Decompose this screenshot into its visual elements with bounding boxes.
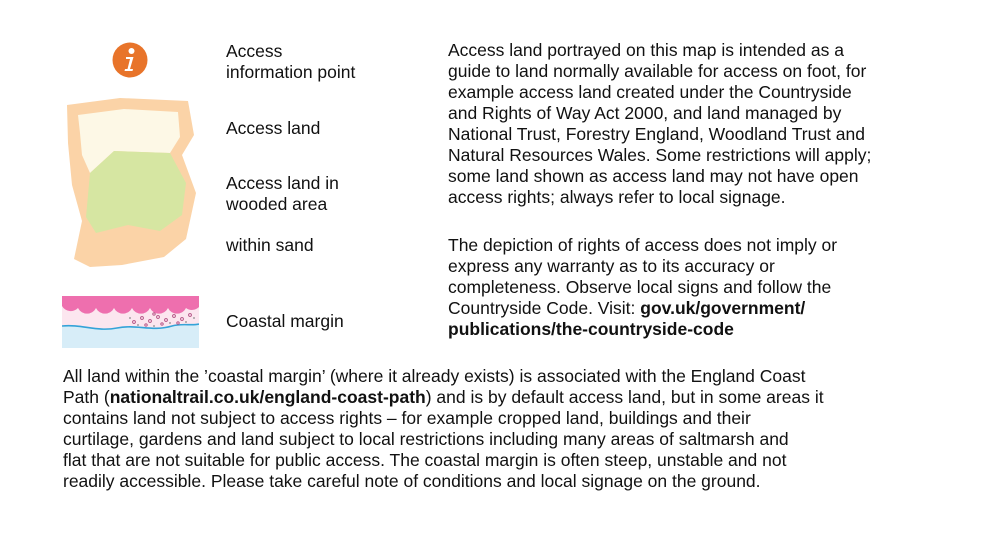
text-line: The depiction of rights of access does not imply or [448,235,838,255]
countryside-code-link[interactable]: gov.uk/government/ [640,298,806,318]
coastal-margin-symbol [62,296,199,348]
legend-label-wooded [226,173,339,215]
text-line: some land shown as access land may not have open [448,166,859,186]
text-line: guide to land normally available for access on foot, for [448,61,867,81]
text-line: and Rights of Way Act 2000, and land managed by [448,103,842,123]
rights-disclaimer-paragraph [448,235,837,340]
access-land-symbol [62,93,198,267]
legend-label-line: Access land in [226,173,339,193]
legend-label-coastal-margin: Coastal margin [226,311,344,331]
text-line: express any warranty as to its accuracy or [448,256,775,276]
text-line: All land within the ’coastal margin’ (where it already exists) is associated with the England Coast [63,366,806,386]
legend-label-within-sand: within sand [226,235,314,255]
legend-label-info-point [226,41,355,83]
text-fragment: ) and is by default access land, but in some areas it [425,387,824,407]
text-line: completeness. Observe local signs and follow the [448,277,832,297]
wooded-area [86,151,186,233]
access-land-paragraph [448,40,871,208]
legend-label-line: information point [226,62,356,82]
legend-label-access-land: Access land [226,118,321,138]
text-line: curtilage, gardens and land subject to local restrictions including many areas of saltmarsh and [63,429,789,449]
text-line: access rights; always refer to local signage. [448,187,786,207]
text-line [448,298,837,319]
text-line [448,319,837,340]
text-line: National Trust, Forestry England, Woodland Trust and [448,124,865,144]
text-line [63,387,824,408]
text-line: contains land not subject to access rights – for example cropped land, buildings and their [63,408,751,428]
legend-label-line: Access [226,41,283,61]
info-icon [112,42,148,78]
text-fragment: Countryside Code. Visit: [448,298,641,318]
text-line: example access land created under the Countryside [448,82,852,102]
countryside-code-link-continued[interactable]: publications/the-countryside-code [448,319,734,339]
text-line: readily accessible. Please take careful note of conditions and local signage on the ground. [63,471,761,491]
text-fragment: Path ( [63,387,110,407]
text-line: flat that are not suitable for public access. The coastal margin is often steep, unstable and not [63,450,787,470]
legend-label-line: wooded area [226,194,328,214]
coastal-margin-paragraph [63,366,824,492]
text-line: Access land portrayed on this map is intended as a [448,40,844,60]
national-trail-link[interactable]: nationaltrail.co.uk/england-coast-path [109,387,426,407]
text-line: Natural Resources Wales. Some restrictions will apply; [448,145,872,165]
